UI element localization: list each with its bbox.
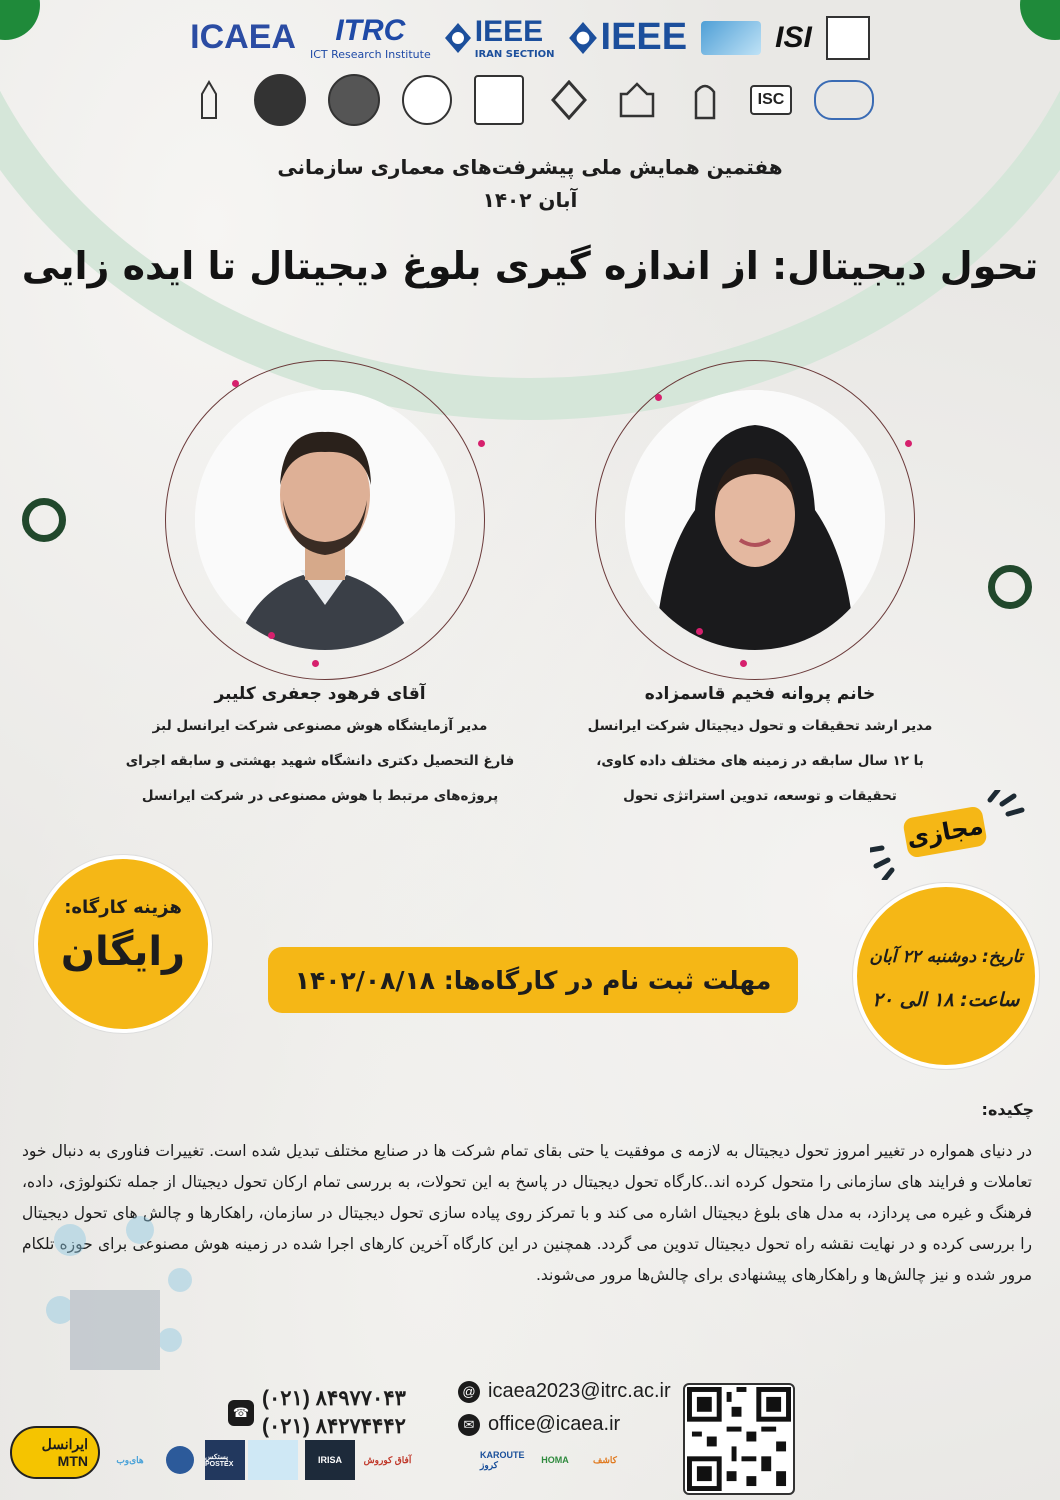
sparkle-lines-icon	[870, 790, 1030, 880]
sponsor-logo-irisa: IRISA	[305, 1440, 355, 1480]
speaker-bio-line: مدیر ارشد تحقیقات و تحول دیجیتال شرکت ایرانسل	[587, 718, 933, 734]
workshop-title: تحول دیجیتال: از اندازه گیری بلوغ دیجیتال تا ایده زایی	[21, 244, 1039, 288]
abstract-text: در دنیای همواره در تغییر امروز تحول دیجیتال به لازمه ی موفقیت یا حتی بقای تمام شرکت ها در صنایع مختلف تبدیل شده است. تغییرات فناوری به دنبال خود تعاملات و فرایند های سازمانی را متحول کرده اند..کارگاه تحول دیجیتال در پاسخ به این تحولات، به بررسی تمام ارکان تحول دیجیتال از جمله تکنولوژی، داده، فرهنگ و غیره می پردازد، به مدل های بلوغ دیجیتال اشاره می کند و با تمرکز روی پیاده سازی تحول دیجیتال در سازمان، راهکارها و چالش های تحول دیجیتال را بررسی کرده و در نهایت نقشه راه تحول دیجیتال تدوین می گردد. همچنین در این کارگاه آخرین کارهای اجرا شده در زمینه هوش مصنوعی برای حوزه تلکام مرور شده و نیز چالش‌ها و راهکارهای پیشنهادی برای چالش‌ها مرور می‌شوند.	[22, 1142, 1032, 1284]
speaker-bio-line: مدیر آزمایشگاه هوش مصنوعی شرکت ایرانسل لبز	[152, 718, 488, 734]
decoration-dot	[905, 440, 912, 447]
phone-number-2[interactable]: (۰۲۱) ۸۴۲۷۴۴۴۲	[262, 1415, 406, 1438]
ieee-logo	[569, 16, 688, 59]
email-contact-1	[458, 1380, 671, 1403]
icaea-logo: ICAEA	[190, 18, 296, 56]
email-address-1[interactable]: icaea2023@itrc.ac.ir	[488, 1380, 671, 1402]
university-logo-1	[186, 77, 232, 123]
decoration-dot	[312, 660, 319, 667]
email-contact-2	[458, 1413, 620, 1436]
decoration-dot	[232, 380, 239, 387]
decoration-dot	[696, 628, 703, 635]
conference-date: آبان ۱۴۰۲	[482, 188, 578, 212]
isi-logo: ISI	[775, 20, 812, 54]
university-logo-last	[814, 80, 874, 120]
ieee-diamond-icon	[569, 22, 597, 54]
speaker-name-right: خانم پروانه فخیم قاسمزاده	[644, 684, 876, 704]
speaker-name-left: آقای فرهود جعفری کلیبر	[214, 684, 426, 704]
ieee-iran-logo	[445, 15, 555, 60]
sponsor-logo-postex: پستکس POSTEX	[205, 1440, 245, 1480]
decoration-dot	[740, 660, 747, 667]
itrc-logo-text: ITRC	[335, 14, 406, 47]
tehran-university-logo	[328, 74, 380, 126]
decoration-dot	[268, 632, 275, 639]
guilan-university-logo	[474, 75, 524, 125]
speaker-photo-farhood	[195, 390, 455, 650]
schedule-date: تاریخ: دوشنبه ۲۲ آبان	[869, 947, 1023, 967]
sponsor-logo-hiweb: های‌وب	[116, 1454, 144, 1465]
speaker-bio-line: فارغ التحصیل دکتری دانشگاه شهید بهشتی و سابقه اجرای	[125, 753, 515, 769]
schedule-time: ساعت: ۱۸ الی ۲۰	[872, 989, 1020, 1011]
sponsor-logo-afagh: آفاق کوروش	[363, 1454, 412, 1465]
phone-icon: ☎	[228, 1400, 254, 1426]
shiraz-university-logo	[402, 75, 452, 125]
email-address-2[interactable]: office@icaea.ir	[488, 1413, 621, 1435]
ieee-iran-subtitle: IRAN SECTION	[474, 49, 555, 60]
ring-decoration-right	[988, 565, 1032, 609]
phone-number-1[interactable]: (۰۲۱) ۸۴۹۷۷۰۴۳	[262, 1387, 406, 1410]
decoration-dot	[655, 394, 662, 401]
mail-icon: ✉	[458, 1414, 480, 1436]
sponsor-logo-misc	[420, 1440, 480, 1480]
kashan-university-logo	[614, 77, 660, 123]
sponsor-logo-homa: HOMA	[541, 1455, 569, 1465]
ieee-diamond-icon	[445, 23, 471, 53]
ieee-text: IEEE	[600, 16, 688, 58]
network-decoration-icon	[30, 1210, 200, 1400]
speaker-bio-line: تحقیقات و توسعه، تدوین استراتژی تحول	[623, 788, 897, 804]
sponsor-logo-karoute: KAROUTE کروز	[480, 1449, 525, 1470]
speaker-bio-line: با ۱۲ سال سابقه در زمینه های مختلف داده کاوی،	[596, 753, 924, 769]
email-at-icon: @	[458, 1381, 480, 1403]
fee-label: هزینه کارگاه:	[64, 897, 182, 918]
logo-row-universities	[0, 74, 1060, 126]
sharif-university-logo	[254, 74, 306, 126]
sponsor-irancell-text: ایرانسل MTN	[10, 1426, 100, 1479]
fee-badge	[34, 855, 212, 1033]
itrc-logo	[310, 14, 431, 61]
sponsor-logo-blue	[248, 1440, 298, 1480]
fee-value: رایگان	[60, 929, 186, 975]
schedule-badge	[853, 883, 1039, 1069]
sponsor-logo-globe	[160, 1440, 200, 1480]
logo-row-top	[0, 14, 1060, 61]
registration-deadline: مهلت ثبت نام در کارگاه‌ها: ۱۴۰۲/۰۸/۱۸	[268, 947, 798, 1013]
speaker-photo-parvaneh	[625, 390, 885, 650]
shahid-beheshti-logo	[826, 16, 870, 60]
sponsor-logo-irancell	[10, 1432, 100, 1472]
conference-title: هفتمین همایش ملی پیشرفت‌های معماری سازمانی	[277, 155, 783, 179]
ieee-iran-text: IEEE	[474, 15, 544, 48]
itrc-logo-subtitle: ICT Research Institute	[309, 48, 431, 61]
decoration-dot	[478, 440, 485, 447]
virtual-badge: مجازی	[902, 805, 988, 858]
speaker-bio-line: پروژه‌های مرتبط با هوش مصنوعی در شرکت ایرانسل	[141, 788, 499, 804]
it-org-logo	[701, 21, 761, 55]
isc-logo: ISC	[750, 85, 793, 115]
abstract-heading: چکیده:	[981, 1100, 1034, 1119]
ring-decoration-left	[22, 498, 66, 542]
azad-university-logo	[546, 77, 592, 123]
sponsor-logo-kashef: کاشف	[593, 1454, 617, 1465]
phone-contact	[228, 1385, 406, 1441]
qr-code[interactable]	[683, 1383, 795, 1495]
yazd-university-logo	[682, 77, 728, 123]
